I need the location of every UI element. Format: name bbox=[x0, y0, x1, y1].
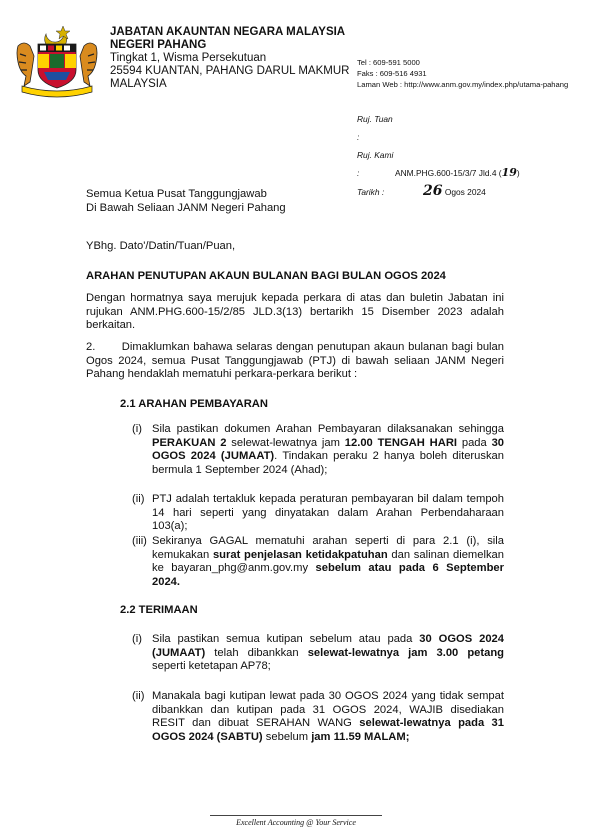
fax: Faks : 609-516 4931 bbox=[357, 69, 427, 78]
ref-kami-value: ANM.PHG.600-15/3/7 Jld.4 ( bbox=[395, 168, 502, 178]
ref-kami-close: ) bbox=[516, 168, 520, 178]
paragraph-2-text: Dimaklumkan bahawa selaras dengan penutupan akaun bulanan bagi bulan Ogos 2024, semua Pusat Tanggungjawab (PTJ) di bawah seliaan JANM Negeri Pahang hendaklah mematuhi perkara-perkara berikut : bbox=[86, 341, 504, 381]
telephone: Tel : 609-591 5000 bbox=[357, 58, 420, 67]
section-2-1-heading: 2.1 ARAHAN PEMBAYARAN bbox=[120, 398, 268, 410]
text-run: . Tindakan peraku 2 hanya boleh diteruskan bermula 1 September 2024 (Ahad); bbox=[152, 450, 504, 476]
ref-tuan-label: Ruj. Tuan : bbox=[357, 114, 393, 142]
ref-kami-handwritten: 19 bbox=[501, 166, 517, 179]
item-2-2-ii-number: (ii) bbox=[132, 690, 145, 702]
section-2-2-heading: 2.2 TERIMAAN bbox=[120, 604, 198, 616]
text-run: pada bbox=[457, 436, 492, 449]
ref-tuan-row bbox=[357, 110, 520, 146]
item-2-1-i-number: (i) bbox=[132, 423, 142, 435]
text-run-bold: 30 OGOS 2024 (JUMAAT) bbox=[152, 436, 505, 463]
text-run-bold: 12.00 TENGAH HARI bbox=[344, 436, 458, 449]
address-line1: Tingkat 1, Wisma Persekutuan bbox=[110, 52, 267, 64]
paragraph-2-number: 2. bbox=[86, 341, 96, 353]
address-line2: 25594 KUANTAN, PAHANG DARUL MAKMUR bbox=[110, 65, 350, 77]
text-run: seperti ketetapan AP78; bbox=[152, 660, 271, 673]
text-run-bold: surat penjelasan ketidakpatuhan bbox=[212, 548, 388, 561]
org-name-line1: JABATAN AKAUNTAN NEGARA MALAYSIA bbox=[110, 26, 346, 38]
date-label: Tarikh : bbox=[357, 187, 385, 197]
text-run: telah dibankkan bbox=[205, 646, 308, 659]
item-2-2-i-text bbox=[152, 633, 504, 674]
recipient-line2: Di Bawah Seliaan JANM Negeri Pahang bbox=[86, 201, 286, 214]
ref-kami-label: Ruj. Kami : bbox=[357, 150, 394, 178]
item-2-1-ii-number: (ii) bbox=[132, 493, 145, 505]
text-run-bold: jam 11.59 MALAM; bbox=[311, 730, 410, 743]
text-run: dan salinan diemelkan ke bayaran_phg@anm.gov.my bbox=[152, 548, 504, 575]
text-run-bold: sebelum atau pada 6 September 2024. bbox=[152, 562, 504, 588]
text-run: sebelum bbox=[262, 730, 312, 743]
item-2-2-i-number: (i) bbox=[132, 633, 142, 645]
text-run: Manakala bagi kutipan lewat pada 30 OGOS 2024 yang tidak sempat dibankkan dan kutipan pada 31 OGOS 2024, WAJIB disediakan RESIT dan dibuat SERAHAN WANG bbox=[152, 690, 504, 730]
paragraph-2 bbox=[86, 341, 504, 382]
text-run-bold: selewat-lewatnya pada 31 OGOS 2024 (SABTU) bbox=[152, 717, 505, 743]
item-2-1-ii-text: PTJ adalah tertakluk kepada peraturan pembayaran bil dalam tempoh 14 hari seperti yang dinyatakan dalam Arahan Perbendaharaan 103(a); bbox=[152, 493, 504, 533]
organisation-header bbox=[110, 26, 349, 91]
text-run: Sila pastikan dokumen Arahan Pembayaran dilaksanakan sehingga bbox=[152, 423, 504, 435]
text-run-bold: PERAKUAN 2 bbox=[152, 436, 227, 449]
reference-block bbox=[357, 110, 520, 201]
text-run: Sila pastikan semua kutipan sebelum atau pada bbox=[152, 633, 420, 645]
date-month-year: Ogos 2024 bbox=[444, 187, 486, 197]
text-run-bold: 30 OGOS 2024 (JUMAAT) bbox=[152, 633, 504, 659]
org-name-line2: NEGERI PAHANG bbox=[110, 39, 207, 51]
text-run-bold: selewat-lewatnya jam 3.00 petang bbox=[307, 646, 504, 659]
item-2-1-iii-text bbox=[152, 535, 504, 589]
ref-date-row bbox=[357, 182, 520, 201]
salutation: YBhg. Dato'/Datin/Tuan/Puan, bbox=[86, 240, 236, 252]
text-run: selewat-lewatnya jam bbox=[226, 436, 345, 449]
contact-info bbox=[357, 57, 568, 90]
text-run: Sekiranya GAGAL mematuhi arahan seperti di para 2.1 (i), sila kemukakan bbox=[152, 535, 504, 561]
website: Laman Web : http://www.anm.gov.my/index.php/utama-pahang bbox=[357, 80, 569, 89]
footer-tagline: Excellent Accounting @ Your Service bbox=[236, 818, 356, 827]
coat-of-arms-crest bbox=[14, 24, 100, 98]
recipient-block bbox=[86, 188, 286, 215]
item-2-2-ii-text bbox=[152, 690, 504, 744]
address-line3: MALAYSIA bbox=[110, 78, 167, 90]
item-2-1-i-text bbox=[152, 423, 504, 477]
date-handwritten: 26 bbox=[423, 183, 443, 199]
subject-heading: ARAHAN PENUTUPAN AKAUN BULANAN BAGI BULAN OGOS 2024 bbox=[86, 270, 446, 282]
paragraph-1: Dengan hormatnya saya merujuk kepada perkara di atas dan buletin Jabatan ini rujukan ANM.PHG.600-15/2/85 JLD.3(13) bertarikh 15 Disember 2023 adalah berkaitan. bbox=[86, 292, 504, 332]
footer-divider bbox=[210, 815, 382, 816]
ref-kami-row bbox=[357, 146, 520, 182]
recipient-line1: Semua Ketua Pusat Tanggungjawab bbox=[86, 188, 267, 200]
item-2-1-iii-number: (iii) bbox=[132, 535, 147, 547]
